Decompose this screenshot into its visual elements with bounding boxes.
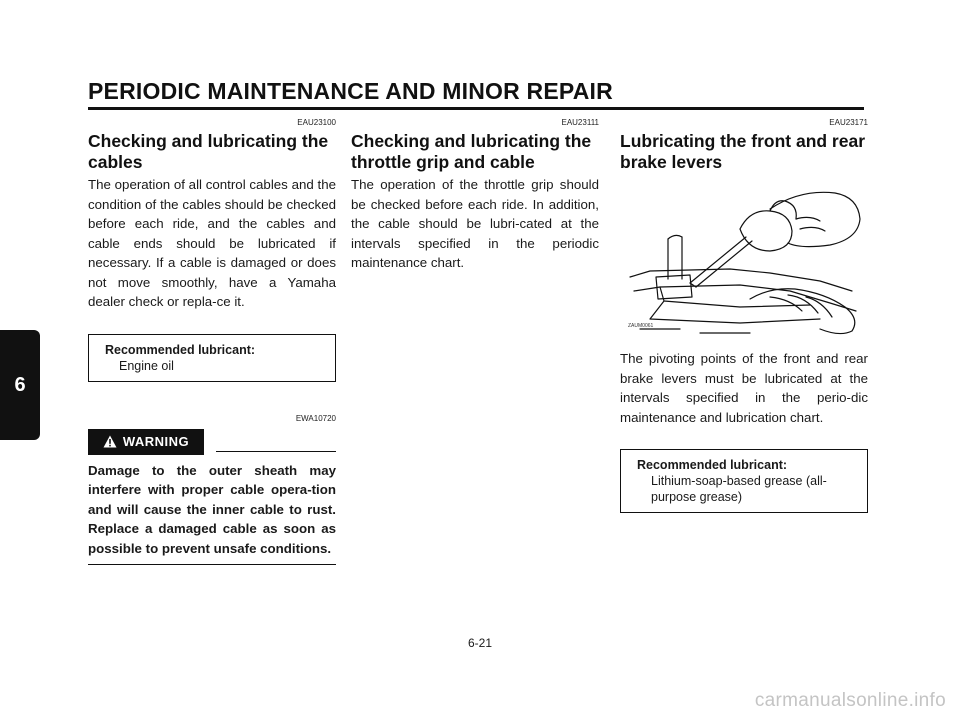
warning-label: WARNING [122, 434, 190, 449]
warning-triangle-icon [103, 435, 117, 448]
brake-lever-illustration [620, 179, 868, 339]
warning-text: Damage to the outer sheath may interfere with proper cable opera-tion and will cause the inner cable to rust. Replace a damaged cable as soon as possible to prevent unsafe conditions. [88, 461, 336, 566]
watermark-text[interactable]: carmanualsonline.info [754, 690, 946, 711]
section-body: The operation of all control cables and the condition of the cables should be checked before each ride, and the cables and cable ends should be lubricated if necessary. If a cable is damaged or does not move smoothly, have a Yamaha dealer check or repla-ce it. [88, 177, 336, 309]
oil-can-on-brake-lever-icon [620, 179, 868, 339]
lubricant-value: Engine oil [119, 358, 174, 373]
section-brake-levers [620, 118, 868, 513]
section-heading: Lubricating the front and rear brake levers [620, 131, 866, 172]
figure-code: ZAUM0061 [628, 323, 654, 329]
section-heading: Checking and lubricating the cables [88, 131, 329, 172]
warning-badge [88, 429, 204, 455]
section-body: The pivoting points of the front and rear brake levers must be lubricated at the intervals specified in the perio-dic maintenance and lubrication chart. [620, 351, 868, 425]
section-code: EAU23100 [297, 118, 336, 127]
chapter-tab-label: 6 [14, 373, 26, 396]
warning-code: EWA10720 [295, 413, 336, 423]
header-rule [88, 107, 864, 110]
lubricant-box [620, 449, 868, 513]
page-header-title: PERIODIC MAINTENANCE AND MINOR REPAIR [88, 78, 613, 104]
lubricant-label: Recommended lubricant: [637, 458, 788, 472]
chapter-tab [0, 330, 40, 440]
section-code: EAU23111 [561, 118, 599, 127]
section-throttle [351, 118, 599, 273]
section-code: EAU23171 [829, 118, 868, 127]
warning-header [88, 429, 336, 459]
page-number: 6-21 [467, 636, 493, 650]
section-cables [88, 118, 336, 565]
section-body: The operation of the throttle grip should be checked before each ride. In addition, the cable should be lubri-cated at the intervals specified in the periodic maintenance chart. [351, 177, 599, 270]
section-heading: Checking and lubricating the throttle grip and cable [351, 131, 592, 172]
warning-rule [216, 451, 336, 453]
lubricant-box [88, 334, 336, 382]
lubricant-value: Lithium-soap-based grease (all-purpose grease) [651, 474, 827, 504]
lubricant-label: Recommended lubricant: [105, 342, 256, 357]
